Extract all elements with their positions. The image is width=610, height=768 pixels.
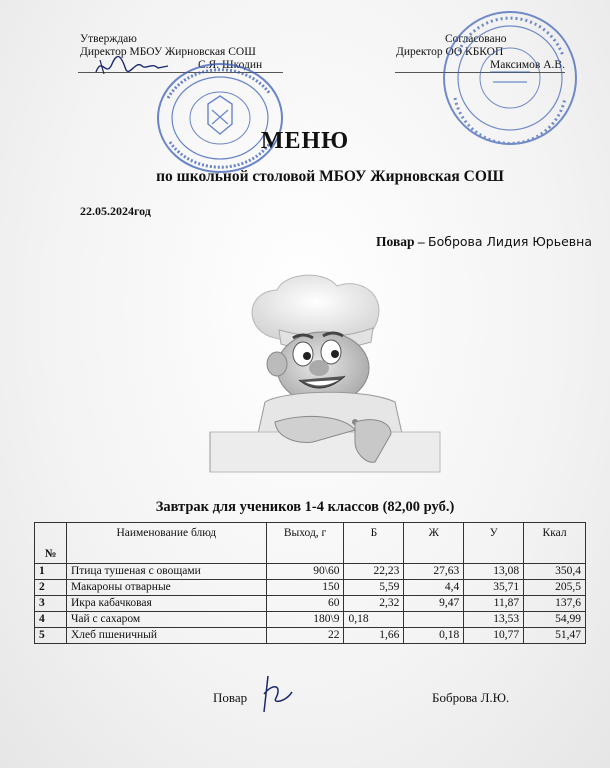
dish-yield: 60 xyxy=(266,596,344,612)
dish-carbs: 11,87 xyxy=(464,596,524,612)
dish-yield: 22 xyxy=(266,628,344,644)
page-subtitle: по школьной столовой МБОУ Жирновская СОШ xyxy=(156,168,504,185)
column-header-yield: Выход, г xyxy=(266,523,344,564)
column-header-kcal: Ккал xyxy=(524,523,586,564)
dish-kcal: 54,99 xyxy=(524,612,586,628)
table-row xyxy=(35,612,586,628)
cook-signature-icon xyxy=(252,672,298,716)
dish-fat: 4,4 xyxy=(404,580,464,596)
dish-name: Хлеб пшеничный xyxy=(66,628,266,644)
cook-name: Боброва Лидия Юрьевна xyxy=(428,234,592,249)
dish-yield: 90\60 xyxy=(266,564,344,580)
dish-name: Птица тушеная с овощами xyxy=(66,564,266,580)
dish-fat xyxy=(404,612,464,628)
dish-kcal: 350,4 xyxy=(524,564,586,580)
table-row xyxy=(35,596,586,612)
dish-fat: 9,47 xyxy=(404,596,464,612)
column-header-number: № xyxy=(35,523,67,564)
dish-carbs: 13,08 xyxy=(464,564,524,580)
table-row xyxy=(35,564,586,580)
row-number: 3 xyxy=(35,596,67,612)
approval-left-name: С.Я. Шкодин xyxy=(198,59,263,71)
school-stamp-icon xyxy=(150,58,290,178)
dish-carbs: 10,77 xyxy=(464,628,524,644)
dish-yield: 180\9 xyxy=(266,612,344,628)
column-header-fat: Ж xyxy=(404,523,464,564)
dish-kcal: 51,47 xyxy=(524,628,586,644)
table-row xyxy=(35,628,586,644)
column-header-protein: Б xyxy=(344,523,404,564)
dish-yield: 150 xyxy=(266,580,344,596)
approval-left-position: Директор МБОУ Жирновская СОШ xyxy=(80,46,256,58)
dish-kcal: 137,6 xyxy=(524,596,586,612)
dish-protein: 22,23 xyxy=(344,564,404,580)
approval-right-name: Максимов А.В. xyxy=(490,59,565,71)
page-title: МЕНЮ xyxy=(260,128,350,154)
menu-date: 22.05.2024год xyxy=(80,204,151,218)
dish-carbs: 35,71 xyxy=(464,580,524,596)
row-number: 2 xyxy=(35,580,67,596)
dish-name: Чай с сахаром xyxy=(66,612,266,628)
dish-protein: 1,66 xyxy=(344,628,404,644)
table-header-row xyxy=(35,523,586,564)
footer-cook-name: Боброва Л.Ю. xyxy=(432,690,510,705)
row-number: 5 xyxy=(35,628,67,644)
menu-table xyxy=(34,522,586,644)
row-number: 1 xyxy=(35,564,67,580)
dish-carbs: 13,53 xyxy=(464,612,524,628)
dish-fat: 27,63 xyxy=(404,564,464,580)
dish-name: Макароны отварные xyxy=(66,580,266,596)
approval-right-label: Согласовано xyxy=(445,33,507,45)
dish-protein: 2,32 xyxy=(344,596,404,612)
dish-protein: 0,18 xyxy=(344,612,404,628)
footer-cook-label: Повар xyxy=(213,690,248,705)
approval-left-label: Утверждаю xyxy=(80,33,137,45)
dish-kcal: 205,5 xyxy=(524,580,586,596)
dish-name: Икра кабачковая xyxy=(66,596,266,612)
cook-label: Повар – xyxy=(376,234,425,249)
dish-protein: 5,59 xyxy=(344,580,404,596)
approval-right-position: Директор ОО КБКОП xyxy=(396,46,504,58)
row-number: 4 xyxy=(35,612,67,628)
column-header-carbs: У xyxy=(464,523,524,564)
column-header-dish: Наименование блюд xyxy=(66,523,266,564)
table-row xyxy=(35,580,586,596)
dish-fat: 0,18 xyxy=(404,628,464,644)
cook-line xyxy=(376,234,592,250)
meal-title: Завтрак для учеников 1-4 классов (82,00 руб.) xyxy=(155,499,455,515)
chef-illustration-icon xyxy=(205,272,445,482)
